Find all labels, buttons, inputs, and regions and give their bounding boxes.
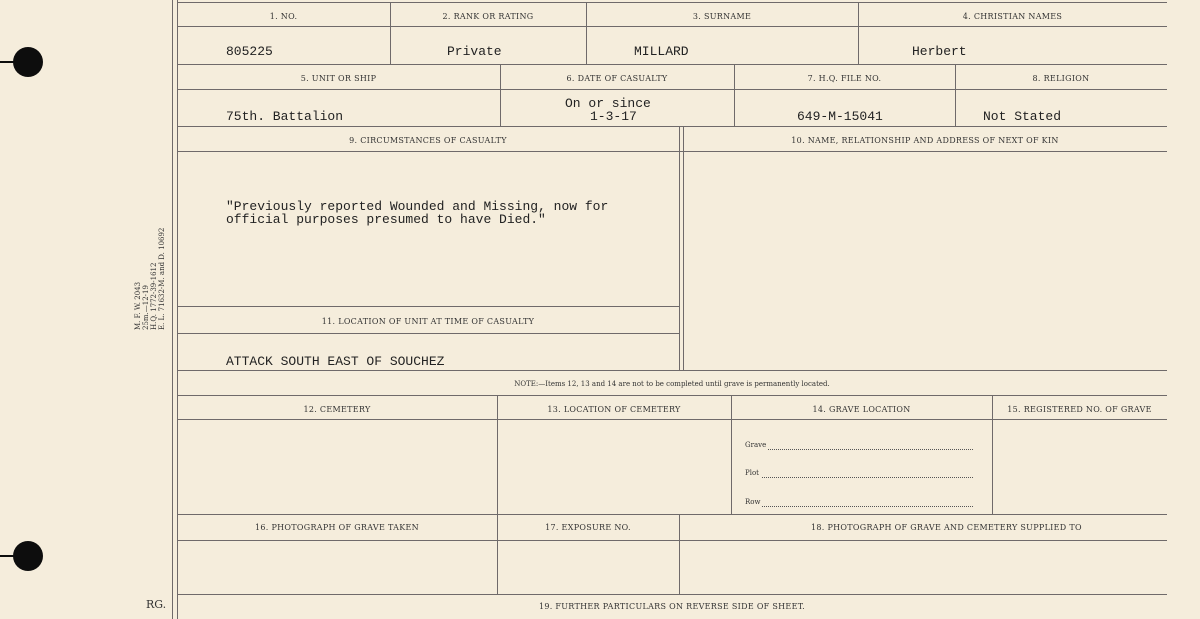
- rg-label: RG.: [146, 598, 167, 611]
- margin-rule: [172, 0, 173, 619]
- registered-no-label: 15. REGISTERED NO. OF GRAVE: [1007, 405, 1152, 414]
- date-line1: On or since: [565, 96, 651, 111]
- row4-bottom: [177, 514, 1167, 515]
- circumstances-line2: official purposes presumed to have Died.": [226, 212, 546, 227]
- row3-div-b: [683, 126, 684, 370]
- form-code-line3: H.Q. 1772-39-1612: [150, 262, 158, 330]
- punch-hole-top-tick: [0, 61, 20, 63]
- unit-label: 5. UNIT OR SHIP: [300, 74, 377, 83]
- row11-top: [177, 306, 679, 307]
- row11-header-line: [177, 333, 679, 334]
- row2-bottom: [177, 126, 1167, 127]
- photo-supplied-label: 18. PHOTOGRAPH OF GRAVE AND CEMETERY SUPPLIED TO: [811, 523, 1082, 532]
- date-line2: 1-3-17: [590, 109, 637, 124]
- christian-names-value: Herbert: [912, 44, 967, 59]
- form-code-line2: 25m.—12-19: [142, 285, 150, 330]
- hq-file-label: 7. H.Q. FILE NO.: [807, 74, 882, 83]
- rank-value: Private: [447, 44, 502, 59]
- row3-div: [679, 126, 680, 370]
- religion-value: Not Stated: [983, 109, 1062, 124]
- note-bottom: [177, 395, 1167, 396]
- row3-header-line: [177, 151, 1167, 152]
- further-particulars-label: 19. FURTHER PARTICULARS ON REVERSE SIDE OF SHEET.: [538, 602, 806, 611]
- surname-label: 3. SURNAME: [692, 12, 752, 21]
- row1-top: [177, 2, 1167, 3]
- location-unit-value: ATTACK SOUTH EAST OF SOUCHEZ: [226, 354, 445, 369]
- row5-header-line: [177, 540, 1167, 541]
- form-code-line1: M. F. W. 2043: [134, 281, 142, 330]
- no-value: 805225: [226, 44, 273, 59]
- surname-value: MILLARD: [634, 44, 689, 59]
- location-cemetery-label: 13. LOCATION OF CEMETERY: [547, 405, 681, 414]
- exposure-label: 17. EXPOSURE NO.: [545, 523, 631, 532]
- plot-field-line: [762, 476, 973, 478]
- rank-label: 2. RANK OR RATING: [442, 12, 534, 21]
- next-of-kin-label: 10. NAME, RELATIONSHIP AND ADDRESS OF NEXT OF KIN: [791, 136, 1059, 145]
- circumstances-label: 9. CIRCUMSTANCES OF CASUALTY: [349, 136, 507, 145]
- grave-location-label: 14. GRAVE LOCATION: [812, 405, 911, 414]
- punch-hole-bottom-tick: [0, 555, 20, 557]
- row-field-label: Row: [745, 498, 761, 506]
- date-label: 6. DATE OF CASUALTY: [566, 74, 668, 83]
- unit-value: 75th. Battalion: [226, 109, 344, 124]
- location-unit-label: 11. LOCATION OF UNIT AT TIME OF CASUALTY: [321, 317, 535, 326]
- form-code-line4: E. L. 71632-M. and D. 10692: [158, 227, 166, 330]
- note-top: [177, 370, 1167, 371]
- note-text: NOTE:—Items 12, 13 and 14 are not to be completed until grave is permanently located.: [514, 380, 830, 388]
- cemetery-label: 12. CEMETERY: [303, 405, 371, 414]
- plot-field-label: Plot: [745, 469, 759, 477]
- hq-file-value: 649-M-15041: [797, 109, 883, 124]
- grave-field-label: Grave: [745, 441, 767, 449]
- row2-header-line: [177, 89, 1167, 90]
- no-label: 1. NO.: [269, 12, 298, 21]
- row5-bottom: [177, 594, 1167, 595]
- christian-names-label: 4. CHRISTIAN NAMES: [962, 12, 1063, 21]
- row4-header-line: [177, 419, 1167, 420]
- row-field-line: [762, 505, 973, 507]
- photo-taken-label: 16. PHOTOGRAPH OF GRAVE TAKEN: [255, 523, 419, 532]
- grave-field-line: [768, 448, 973, 450]
- religion-label: 8. RELIGION: [1032, 74, 1090, 83]
- row1-bottom: [177, 64, 1167, 65]
- row1-header-line: [177, 26, 1167, 27]
- circumstances-line1: "Previously reported Wounded and Missing, now for: [226, 199, 609, 214]
